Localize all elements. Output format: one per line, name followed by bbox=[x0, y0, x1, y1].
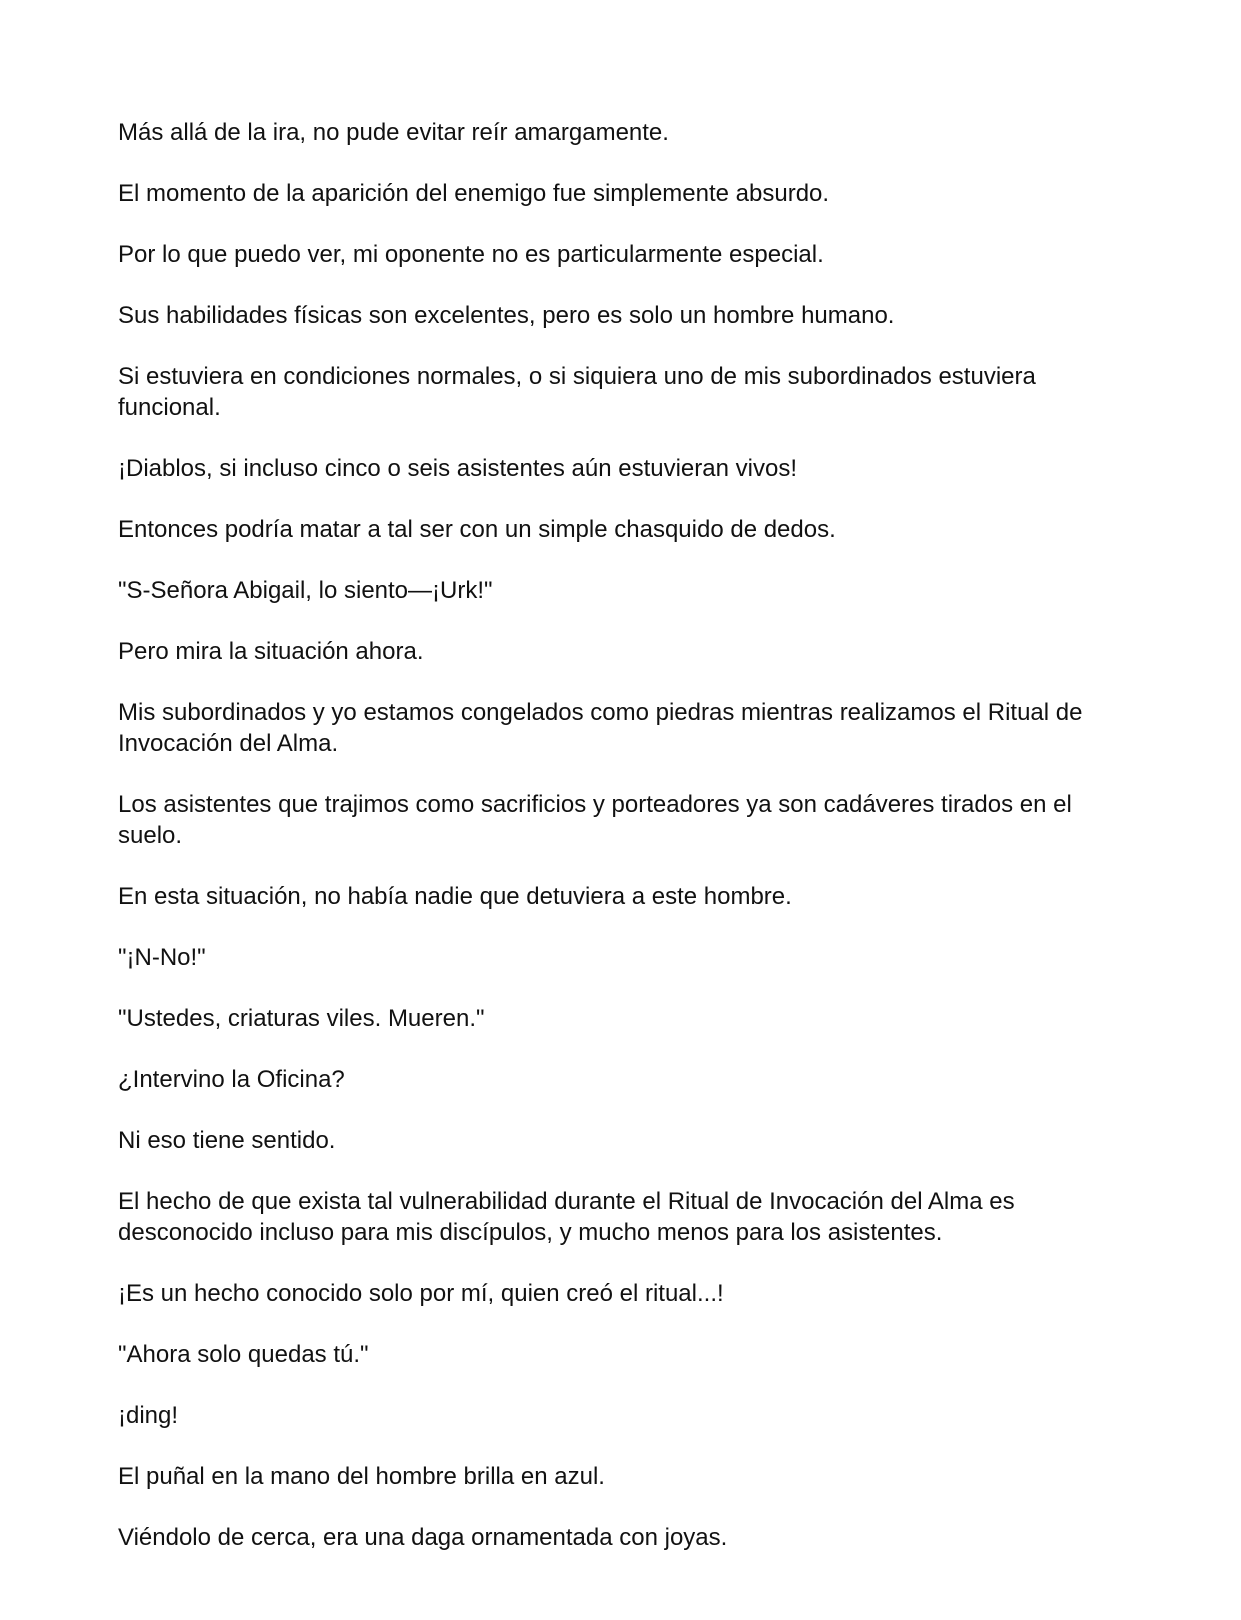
paragraph: El hecho de que exista tal vulnerabilidad durante el Ritual de Invocación del Alma es desconocido incluso para mis discípulos, y mucho menos para los asistentes. bbox=[118, 1188, 1015, 1246]
paragraph: Por lo que puedo ver, mi oponente no es particularmente especial. bbox=[118, 241, 824, 268]
paragraph: "Ustedes, criaturas viles. Mueren." bbox=[118, 1005, 485, 1032]
paragraph: Entonces podría matar a tal ser con un simple chasquido de dedos. bbox=[118, 516, 836, 543]
paragraph: Si estuviera en condiciones normales, o si siquiera uno de mis subordinados estuviera funcional. bbox=[118, 363, 1036, 421]
paragraph: En esta situación, no había nadie que detuviera a este hombre. bbox=[118, 883, 792, 910]
paragraph: ¡ding! bbox=[118, 1402, 179, 1429]
paragraph: Mis subordinados y yo estamos congelados como piedras mientras realizamos el Ritual de Invocación del Alma. bbox=[118, 699, 1083, 757]
paragraph: ¡Diablos, si incluso cinco o seis asistentes aún estuvieran vivos! bbox=[118, 455, 797, 482]
paragraph: El puñal en la mano del hombre brilla en azul. bbox=[118, 1463, 605, 1490]
paragraph: El momento de la aparición del enemigo fue simplemente absurdo. bbox=[118, 180, 830, 207]
paragraph: ¡Es un hecho conocido solo por mí, quien creó el ritual...! bbox=[118, 1280, 724, 1307]
paragraph: Ni eso tiene sentido. bbox=[118, 1127, 336, 1154]
paragraph: "S-Señora Abigail, lo siento—¡Urk!" bbox=[118, 577, 493, 604]
paragraph: Los asistentes que trajimos como sacrificios y porteadores ya son cadáveres tirados en el suelo. bbox=[118, 791, 1072, 849]
paragraph: Pero mira la situación ahora. bbox=[118, 638, 424, 665]
paragraph: "Ahora solo quedas tú." bbox=[118, 1341, 369, 1368]
paragraph: ¿Intervino la Oficina? bbox=[118, 1066, 345, 1093]
document-body bbox=[118, 117, 1108, 1583]
paragraph: Más allá de la ira, no pude evitar reír amargamente. bbox=[118, 119, 669, 146]
paragraph: Viéndolo de cerca, era una daga ornamentada con joyas. bbox=[118, 1524, 728, 1551]
paragraph: Sus habilidades físicas son excelentes, pero es solo un hombre humano. bbox=[118, 302, 895, 329]
paragraph: "¡N-No!" bbox=[118, 944, 206, 971]
